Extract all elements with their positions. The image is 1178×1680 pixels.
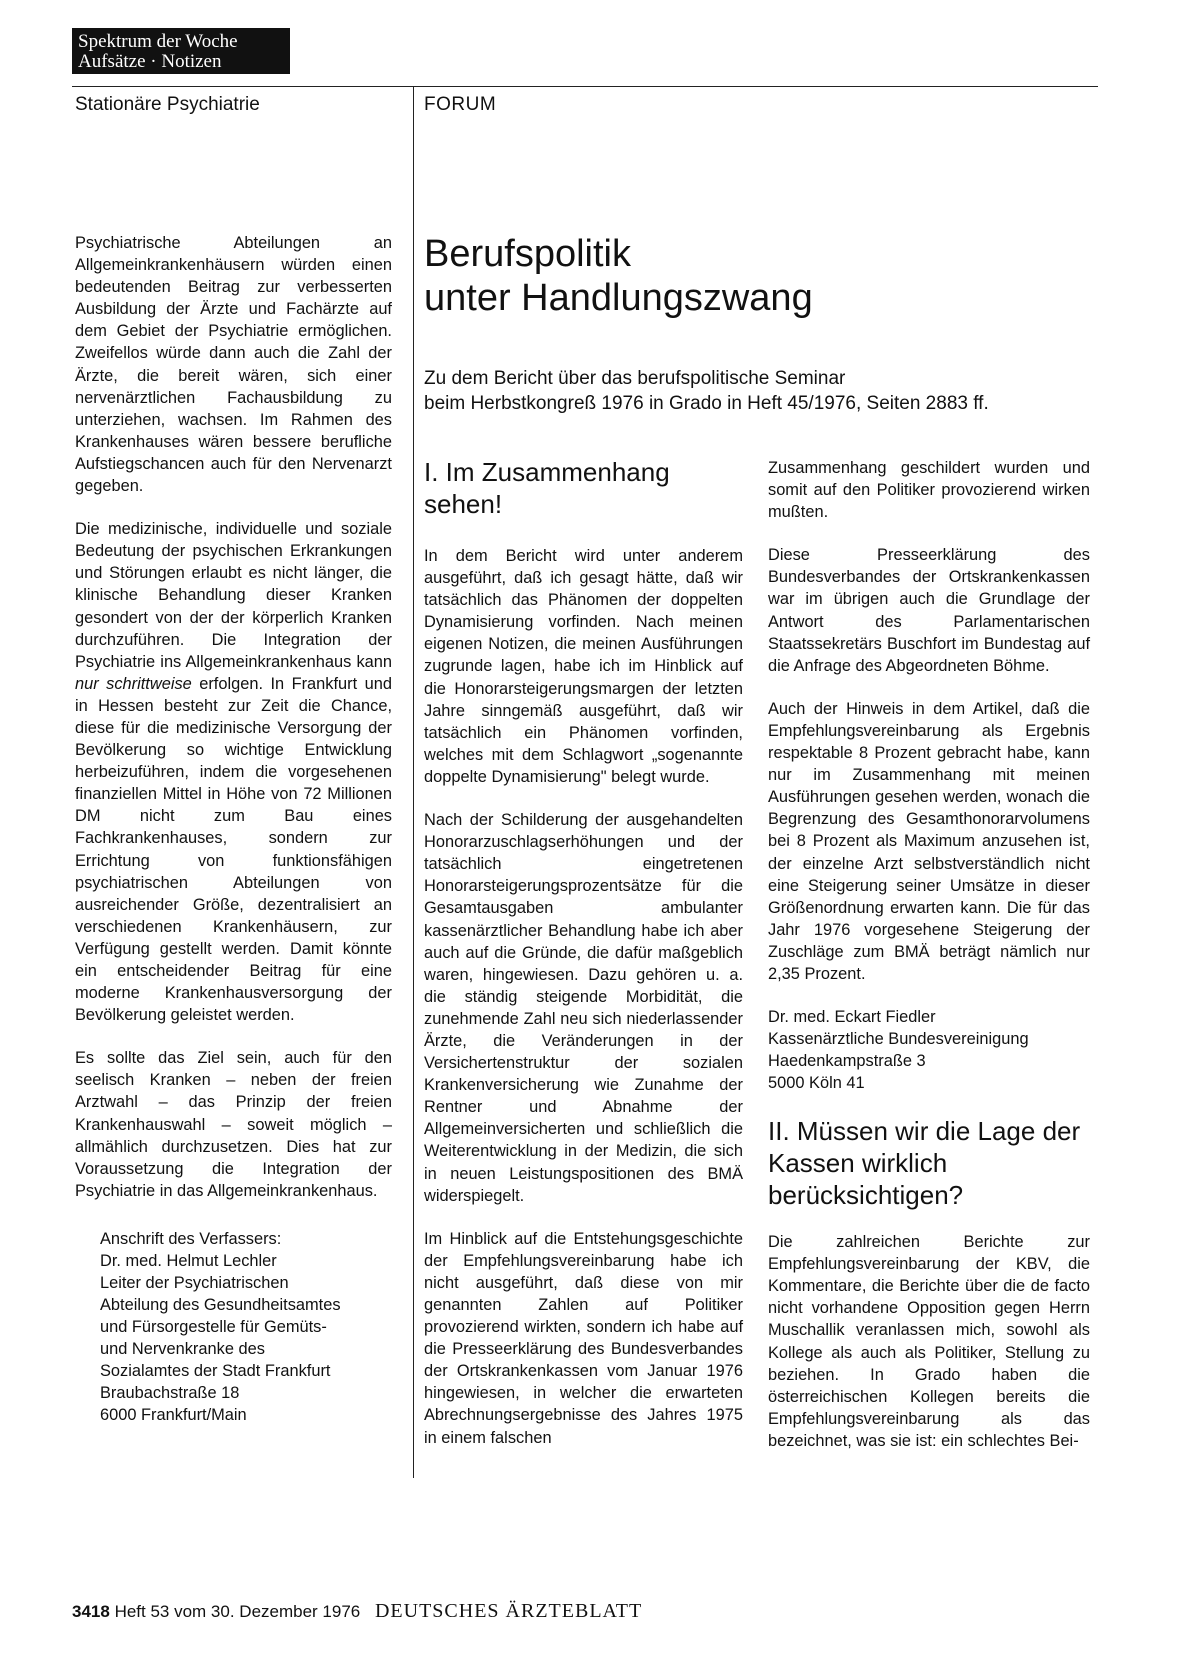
running-head-right: FORUM bbox=[424, 94, 497, 115]
paragraph: Nach der Schilderung der ausgehandelten Honorarzuschlagserhöhungen und der tatsächlich eingetretenen Honorarsteigerungsprozentsätze für die Gesamtausgaben ambulanter kassenärztlicher Behandlung habe ich aber auch auf die Gründe, die dafür maßgeblich waren, hingewiesen. Dazu gehören u. a. die ständig steigende Morbidität, die zunehmende Zahl neu sich niederlassender Ärzte, die Veränderungen in der Versichertenstruktur der sozialen Krankenversicherung wie Zunahme der Rentner und Abnahme der Allgemeinversicherten und schließlich die Weiterentwicklung in der Medizin, die sich in neuen Leistungspositionen des BMÄ widerspiegelt. bbox=[424, 811, 743, 1205]
paragraph: Die medizinische, individuelle und soziale Bedeutung der psychischen Erkrankungen und Störungen erlaubt es nicht länger, die klinische Behandlung dieser Kranken gesondert von der der körperlich Kranken durchzuführen. Die Integration der Psychiatrie ins Allgemeinkrankenhaus kann nur schrittweise erfolgen. In Frankfurt und in Hessen besteht zur Zeit die Chance, diese für die medizinische Versorgung der Bevölkerung so wichtige Entwicklung herbeizuführen, indem die vorgesehenen finanziellen Mittel in Höhe von 72 Millionen DM nicht zum Bau eines Fachkrankenhauses, sondern zur Errichtung von funktionsfähigen psychiatrischen Abteilungen von ausreichender Größe, dezentralisiert an verschiedenen Krankenhäusern, zur Verfügung gestellt werden. Damit könnte ein entscheidender Beitrag für eine moderne Krankenhausversorgung der Bevölkerung geleistet werden. bbox=[75, 520, 392, 1025]
issue-info: Heft 53 vom 30. Dezember 1976 bbox=[114, 1602, 361, 1621]
page-footer bbox=[72, 1600, 642, 1623]
article-title: Berufspolitik unter Handlungszwang bbox=[424, 233, 813, 319]
paragraph: Psychiatrische Abteilungen an Allgemeinkrankenhäusern würden einen bedeutenden Beitrag zur verbesserten Ausbildung der Ärzte und Fachärzte auf dem Gebiet der Psychiatrie ermöglichen. Zweifellos würde dann auch die Zahl der Ärzte, die bereit wären, sich einer nervenärztlichen Fachausbildung zu unterziehen, wachsen. Im Rahmen des Krankenhauses wären bessere berufliche Aufstiegschancen auch für den Nervenarzt gegeben. bbox=[75, 234, 392, 496]
header-rule bbox=[72, 86, 1098, 87]
paragraph: Zusammenhang geschildert wurden und somit auf den Politiker provozierend wirken mußten. bbox=[768, 459, 1090, 522]
running-head-left: Stationäre Psychiatrie bbox=[75, 94, 260, 115]
badge-line-2: Aufsätze · Notizen bbox=[78, 51, 222, 72]
emphasis: nur schrittweise bbox=[75, 674, 192, 693]
column-middle bbox=[424, 545, 743, 1470]
badge-line-1: Spektrum der Woche bbox=[78, 31, 238, 52]
paragraph: Diese Presseerklärung des Bundesverbandes der Ortskrankenkassen war im übrigen auch die Grundlage der Antwort des Parlamentarischen Staatssekretärs Buschfort im Bundestag auf die Anfrage des Abgeordneten Böhme. bbox=[768, 546, 1090, 675]
author-signature: Dr. med. Eckart Fiedler Kassenärztliche Bundesvereinigung Haedenkampstraße 3 5000 Köln 41 bbox=[768, 1008, 1029, 1093]
column-right bbox=[768, 457, 1090, 1473]
magazine-name: DEUTSCHES ÄRZTEBLATT bbox=[374, 1600, 643, 1622]
article-subtitle: Zu dem Bericht über das berufspolitische Seminar beim Herbstkongreß 1976 in Grado in Heft 45/1976, Seiten 2883 ff. bbox=[424, 368, 989, 414]
paragraph: In dem Bericht wird unter anderem ausgeführt, daß ich gesagt hätte, daß wir tatsächlich das Phänomen der doppelten Dynamisierung vorfinden. Nach meinen eigenen Notizen, die meinen Ausführungen zugrunde lagen, habe ich im Hinblick auf die Honorarsteigerungsmargen der letzten Jahre sinngemäß ausgeführt, daß wir tatsächlich ein Phänomen vorfinden, welches mit dem Schlagwort „sogenannte doppelte Dynamisierung" belegt wurde. bbox=[424, 547, 743, 786]
section-heading-2: II. Müssen wir die Lage der Kassen wirklich berücksichtigen? bbox=[768, 1116, 1081, 1211]
paragraph: Es sollte das Ziel sein, auch für den seelisch Kranken – neben der freien Arztwahl – das Prinzip der freien Krankenhauswahl – soweit möglich – allmählich durchzusetzen. Dies hat zur Voraussetzung die Integration der Psychiatrie in das Allgemeinkrankenhaus. bbox=[75, 1049, 392, 1200]
section-heading-1: I. Im Zusammenhang sehen! bbox=[424, 457, 670, 519]
column-left bbox=[75, 232, 392, 1426]
paragraph: Auch der Hinweis in dem Artikel, daß die Empfehlungsvereinbarung als Ergebnis respektable 8 Prozent gebracht habe, kann nur im Zusammenhang mit meinen Ausführungen gesehen werden, wonach die Begrenzung des Gesamthonorarvolumens bei 8 Prozent als Maximum anzusehen ist, der einzelne Arzt selbstverständlich nicht eine Steigerung seiner Umsätze in dieser Größenordnung erwarten kann. Die für das Jahr 1976 vorgesehene Steigerung der Zuschläge zum BMÄ beträgt nämlich nur 2,35 Prozent. bbox=[768, 699, 1090, 983]
paragraph: Im Hinblick auf die Entstehungsgeschichte der Empfehlungsvereinbarung habe ich nicht ausgeführt, daß diese von mir genannten Zahlen auf Politiker provozierend wirkten, sondern ich habe auf die Presseerklärung des Bundesverbandes der Ortskrankenkassen vom Januar 1976 hingewiesen, in welcher die erwarteten Abrechnungsergebnisse des Jahres 1975 in einem falschen bbox=[424, 1229, 743, 1447]
column-divider bbox=[413, 86, 414, 1478]
paragraph: Die zahlreichen Berichte zur Empfehlungsvereinbarung der KBV, die Kommentare, die Berichte über die de facto nicht vorhandene Opposition gegen Herrn Muschallik veranlassen mich, sowohl als Kollege als auch als Politiker, Stellung zu beziehen. In Grado haben die österreichischen Kollegen bereits die Empfehlungsvereinbarung als das bezeichnet, was sie ist: ein schlechtes Bei- bbox=[768, 1233, 1090, 1450]
section-badge bbox=[72, 28, 290, 74]
author-address: Anschrift des Verfassers: Dr. med. Helmut Lechler Leiter der Psychiatrischen Abteilung des Gesundheitsamtes und Fürsorgestelle für Gemüts- und Nervenkranke des Sozialamtes der Stadt Frankfurt Braubachstraße 18 6000 Frankfurt/Main bbox=[100, 1229, 341, 1424]
page-number: 3418 bbox=[72, 1602, 110, 1621]
